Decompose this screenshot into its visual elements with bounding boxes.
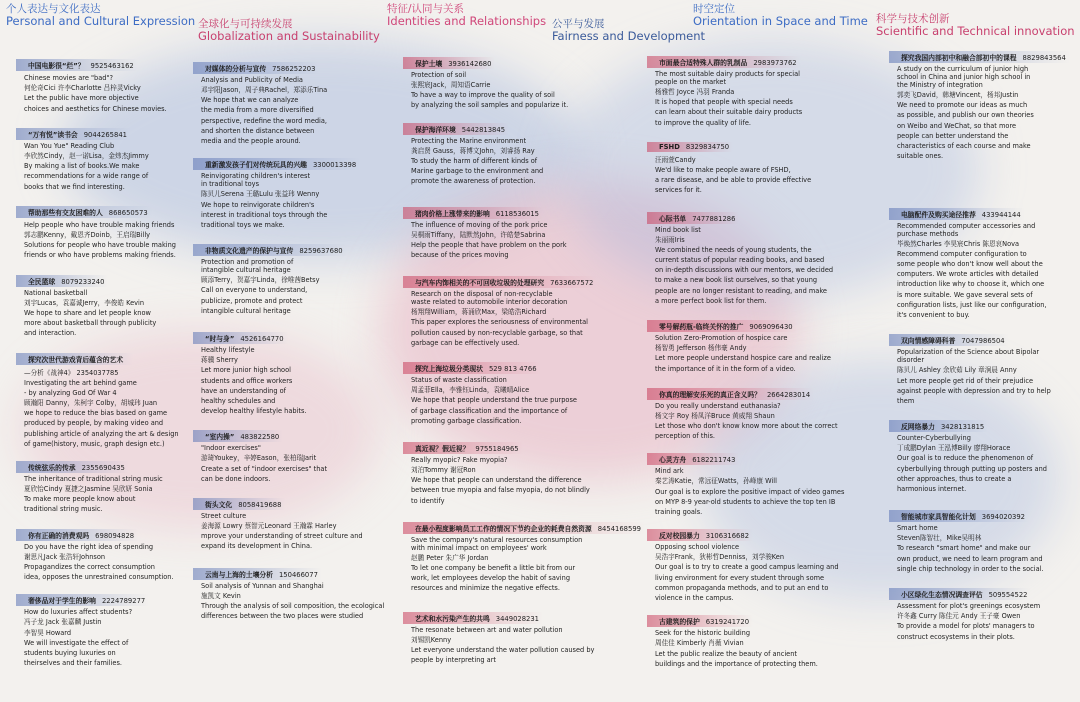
project-code: 8454168599 <box>597 524 641 533</box>
project-card <box>199 56 399 146</box>
project-card <box>653 382 873 442</box>
project-code: 3428131815 <box>940 423 985 432</box>
project-title-bar <box>403 442 523 454</box>
project-title: 在最小程度影响员工工作的情况下节约企业的耗费自然资源 <box>415 524 592 533</box>
project-subtitle: 汪雨萱Candy <box>655 155 696 164</box>
project-card <box>199 326 399 416</box>
project-card <box>22 588 197 668</box>
section-header-zh: 时空定位 <box>693 3 735 15</box>
project-card <box>22 455 197 515</box>
project-card <box>409 270 624 348</box>
project-title-bar <box>889 510 1029 522</box>
project-title: 探究次世代游戏背后蕴含的艺术 <box>28 355 124 364</box>
section-header-fairness <box>552 19 705 42</box>
project-description: 陈贝儿 Ashley 余欣茹 Lily 章涧晨 Anny Let more people get rid of their prejudice against people with depression and try to help them <box>897 366 1051 405</box>
project-column-3 <box>409 45 641 669</box>
project-description: 夏欣怡Cindy 夏捷之Jasmine 吴欣妍 Sonia To make more people know about traditional string music. <box>24 485 153 514</box>
project-title: 帮助那些有交友困难的人 <box>28 208 103 217</box>
project-code: 8058419688 <box>238 501 282 510</box>
project-description: 冯子龙 Jack 张嘉麟 Justin 李智昊 Howard We will investigate the effect of students buying luxuries on theirselves and their families. <box>24 618 129 668</box>
section-header-zh: 科学与技术创新 <box>876 13 950 25</box>
project-subtitle: Seek for the historic building <box>655 629 751 638</box>
project-title: 小区绿化生态情况调查评估 <box>901 591 983 600</box>
project-title: 全民篮球 <box>28 277 56 286</box>
project-card <box>409 606 624 666</box>
project-subtitle: Smart home <box>897 524 938 533</box>
project-title-bar <box>16 275 108 287</box>
project-description: 杨雅哲 Joyce 冯羽 Franda It is hoped that people with special needs can learn about their suitable dairy products to improve the quality of life. <box>655 88 803 127</box>
section-header-globalization <box>198 19 380 42</box>
project-title: 零号解药瓶-临终关怀的推广 <box>659 323 744 332</box>
project-card <box>409 436 624 506</box>
project-subtitle: Soil analysis of Yunnan and Shanghai <box>201 581 324 590</box>
project-title: 传统弦乐的传承 <box>28 464 76 473</box>
project-description: 周佳佳 Kimberly 肖薇 Vivian Let the public realize the beauty of ancient buildings and the importance of protecting them. <box>655 639 818 668</box>
project-title: 对媒体的分析与宣传 <box>205 65 267 73</box>
project-code: 3694020392 <box>981 513 1026 522</box>
section-header-en: Scientific and Technical innovation <box>876 24 1075 39</box>
project-subtitle: Really myopic? Fake myopia? <box>411 455 508 464</box>
project-subtitle: The inheritance of traditional string music <box>24 475 163 484</box>
project-code: 7633667572 <box>550 279 594 288</box>
project-code: 8329834750 <box>685 142 730 151</box>
project-subtitle: Counter-Cyberbullying <box>897 434 971 443</box>
project-title-bar <box>647 388 814 400</box>
section-header-orientation <box>693 4 868 27</box>
section-header-zh: 全球化与可持续发展 <box>198 18 293 30</box>
project-title: 中国电影很“烂”？ <box>28 62 85 70</box>
project-title-bar <box>647 212 739 224</box>
project-card <box>653 314 873 374</box>
project-title: “时与身” <box>205 335 235 344</box>
project-title-bar <box>193 62 319 74</box>
project-description: 刘宇Lucas，袁嘉诚Jerry，李俊皓 Kevin We hope to share and let people know more about basketball through publicity and interaction. <box>24 298 157 338</box>
project-code: 5442813845 <box>461 125 506 134</box>
project-title: 心际书单 <box>659 214 687 223</box>
project-title-bar <box>403 522 645 534</box>
project-subtitle: How do luxuries affect students? <box>24 608 133 617</box>
project-code: 3449028231 <box>495 614 540 623</box>
project-code: 8079233240 <box>61 277 105 286</box>
project-title-bar <box>403 362 541 374</box>
project-title-bar <box>403 276 597 288</box>
project-title-bar <box>193 568 322 580</box>
project-card <box>199 152 399 230</box>
project-description: 姜海源 Lowry 蔡智元Leonard 王瀚霖 Harley mprove your understanding of street culture and expand its development in China. <box>201 522 363 551</box>
project-code: 2224789277 <box>101 597 146 606</box>
project-card <box>653 609 873 669</box>
project-title: FSHD <box>659 142 680 151</box>
project-title-bar <box>16 128 131 140</box>
project-title: 探究上海垃圾分类现状 <box>415 365 483 374</box>
project-description: 施凯文 Kevin Through the analysis of soil composition, the ecological differences between the two places were studied <box>201 591 385 621</box>
section-header-zh: 特征/认同与关系 <box>387 3 465 15</box>
project-title-bar <box>647 529 753 541</box>
project-subtitle: Save the company's natural resources consumption with minimal impact on employees' work <box>411 535 583 552</box>
project-title-bar <box>889 334 1009 346</box>
project-code: 150466077 <box>278 570 318 579</box>
project-card <box>409 51 624 111</box>
project-card <box>22 347 197 450</box>
project-title: 真近视？假近视？ <box>415 444 470 453</box>
project-card <box>199 492 399 552</box>
project-title-bar <box>647 142 733 152</box>
project-description: 朱丽雨Iris We combined the needs of young students, the current status of popular reading books, and based on in-depth discussions with our mentors, we decided to make a new book list ourselves, so that young people are no longer resistant to reading, and make a more perfect book list for them. <box>655 235 834 305</box>
project-title-bar <box>403 612 543 624</box>
project-title-bar <box>889 208 1025 220</box>
project-subtitle: "Indoor exercises" <box>201 444 261 453</box>
project-title: 重新激发孩子们对传统玩具的兴趣 <box>205 161 307 170</box>
project-description: 龚启贤 Gauss，蒋博文John，刘睿扬 Ray To study the harm of different kinds of Marine garbage to the environment and promote the awareness of protection. <box>411 146 544 186</box>
project-description: 游琦Youkey，辛婷Eason，张柏瑞Jarit Create a set of "indoor exercises" that can be done indoors. <box>201 454 328 483</box>
section-header-zh: 个人表达与文化表达 <box>6 3 101 15</box>
project-subtitle: Assessment for plot's greenings ecosystem <box>897 602 1041 611</box>
project-card <box>199 238 399 316</box>
project-subtitle: Do you really understand euthanasia? <box>655 401 781 410</box>
project-title: 你有正确的消费观吗 <box>28 531 90 540</box>
project-card <box>22 523 197 583</box>
project-subtitle: Solution Zero-Promotion of hospice care <box>655 334 788 343</box>
project-title: 艺术和水污染产生的共鸣 <box>415 614 490 623</box>
project-code: 2355690435 <box>81 464 125 473</box>
project-subtitle: Recommended computer accessories and purchase methods <box>897 221 1036 238</box>
project-card <box>653 523 873 603</box>
project-title-bar <box>403 57 495 69</box>
project-code: 9525463162 <box>90 62 134 70</box>
project-description: 周孟菲Ella，李雅钰Linda，袁曦晴Alice We hope that people understand the true purpose of garbage classification and the importance of promoting garbage classification. <box>411 386 577 425</box>
project-subtitle: The most suitable dairy products for special people on the market <box>655 70 801 86</box>
project-description: Help people who have trouble making friends 郭志鹏Kenny，戴恩齐Doinb，王启瑞Billy Solutions for people who have trouble making friends or who have problems making friends. <box>24 220 176 260</box>
project-title: 非物质文化遗产的保护与宣传 <box>205 247 294 256</box>
project-subtitle: Reinvigorating children's interest in traditional toys <box>201 172 311 189</box>
project-card <box>22 53 197 114</box>
project-code: 7586252203 <box>272 65 316 73</box>
project-description: 郭奕飞David，韩塘Vincent，杨邦Justin We need to promote our ideas as much as possible, and publish our own theories on Weibo and WeChat, so that more people can better understand the characteristics of each course and make suitable ones. <box>897 91 1034 161</box>
project-code: 6118536015 <box>495 209 540 218</box>
project-description: 邓宇阳Jason，周子典Rachel，郑添乐Tina We hope that we can analyze the media from a more diversified perspective, redefine the word media, and shorten the distance between media and the people around. <box>201 86 328 146</box>
project-title-bar <box>647 615 753 627</box>
project-description: 谢思凡Jack 张浩轩Johnson Propagandizes the correct consumption idea, opposes the unrestrained consumption. <box>24 552 174 582</box>
project-description: 陈贝儿Serena 王璐Lulu 张益玮 Wenny We hope to reinvigorate children's interest in traditional toys through the traditional toys we make. <box>201 190 328 229</box>
project-card <box>895 45 1075 162</box>
project-title: 反对校园暴力 <box>659 532 700 541</box>
project-title-bar <box>16 594 149 606</box>
project-card <box>409 516 641 594</box>
project-subtitle: —分析《战神4》 2354037785 <box>24 368 119 377</box>
project-code: 698094828 <box>95 531 135 540</box>
project-subtitle: Research on the disposal of non-recyclable waste related to automobile interior decoration <box>411 290 568 307</box>
project-card <box>653 447 873 517</box>
project-description: 杨文宇 Roy 杨凤洋Bruce 黄威翔 Shaun Let those who don't know know more about the correct perception of this. <box>655 411 838 441</box>
project-code: 8259637680 <box>299 247 343 256</box>
project-column-4 <box>653 44 873 673</box>
project-subtitle: Protecting the Marine environment <box>411 136 527 145</box>
project-subtitle: Street culture <box>201 512 247 521</box>
project-description: 张熙宸Jack，周知语Carrie To have a way to improve the quality of soil by analyzing the soil samples and popularize it. <box>411 81 569 110</box>
project-subtitle: Popularization of the Science about Bipolar disorder <box>897 348 1040 365</box>
project-code: 4526164770 <box>240 335 284 344</box>
section-header-en: Identities and Relationships <box>387 14 547 29</box>
project-subtitle: A study on the curriculum of junior high school in China and junior high school in the Ministry of integration <box>897 65 1031 89</box>
project-title: 你真的理解安乐死的真正含义吗？ <box>659 390 761 399</box>
project-code: 3936142680 <box>448 60 492 68</box>
project-code: 7047986504 <box>961 337 1005 346</box>
section-header-scientific <box>876 14 1075 37</box>
project-subtitle: Healthy lifestyle <box>201 346 255 355</box>
project-code: 868650573 <box>108 208 148 217</box>
project-title: 云南与上海的土壤分析 <box>205 570 273 579</box>
project-description: 刘泊Tommy 谢冠Ron We hope that people can understand the difference between true myopia and false myopia, do not blindly to identify <box>411 465 590 505</box>
project-card <box>895 414 1075 494</box>
project-description: Chinese movies are "bad"? 何伦奇Cici 许李Charlotte 吕梓灵Vicky Let the public have more objective choices and aesthetics for Chinese movies. <box>24 74 167 113</box>
project-title-bar <box>16 529 138 541</box>
project-title-bar <box>16 206 152 218</box>
project-card <box>895 582 1075 642</box>
project-title-bar <box>889 420 988 432</box>
project-title: “万有悦”读书会 <box>28 130 78 139</box>
project-card <box>653 50 873 128</box>
project-card <box>409 117 624 187</box>
project-title-bar <box>647 320 797 332</box>
project-subtitle: Mind book list <box>655 225 701 234</box>
project-title-bar <box>193 244 347 256</box>
project-description: 吴桐雨Tiffany，陆默然John，许皓楚Sabrina Help the people that have problem on the pork because of the prices moving <box>411 230 567 259</box>
project-title: 街头文化 <box>205 501 233 510</box>
project-code: 9755184965 <box>475 444 519 453</box>
project-subtitle: Wan You Yue" Reading Club <box>24 141 115 150</box>
project-title-bar <box>193 158 360 170</box>
project-title: 心灵方舟 <box>659 456 687 465</box>
project-card <box>199 562 399 622</box>
project-title: 猪肉价格上涨带来的影响 <box>415 209 490 218</box>
project-title: 市面最合适特殊人群的乳制品 <box>659 59 748 67</box>
section-header-identities <box>387 4 546 27</box>
section-header-en: Personal and Cultural Expression <box>6 14 196 29</box>
project-subtitle: Protection and promotion of intangible cultural heritage <box>201 258 294 275</box>
project-subtitle: Do you have the right idea of spending <box>24 542 154 551</box>
project-code: 3106316682 <box>705 532 750 541</box>
project-title: 奢侈品对于学生的影响 <box>28 597 96 606</box>
section-header-en: Fairness and Development <box>552 29 706 44</box>
project-title: 保护土壤 <box>415 60 443 68</box>
project-title-bar <box>647 56 801 68</box>
project-code: 8829843564 <box>1022 54 1066 62</box>
project-description: 毕焕然Charles 李昊宸Chris 陈恩哀Nova Recommend computer configuration to some people who don't know well about the computers. We wrote articles with detailed introduction like why to choose it, which one is more suitable. We gave several sets of configuration lists, just like our configuration, it's convenient to buy. <box>897 239 1047 320</box>
project-code: 9044265841 <box>83 130 127 139</box>
section-header-personal <box>6 4 195 27</box>
project-code: 6319241720 <box>705 618 750 627</box>
project-title: “室内操” <box>205 433 235 442</box>
project-code: 6182211743 <box>692 456 736 465</box>
project-description: We'd like to make people aware of FSHD, a rare disease, and be able to provide effective services for it. <box>655 165 812 195</box>
project-title: 与汽车内饰相关的不可回收垃圾的处理研究 <box>415 279 545 288</box>
project-card <box>409 356 624 426</box>
section-header-zh: 公平与发展 <box>552 18 605 30</box>
project-description: 许冬鑫 Curry 陈佳元 Andy 王子豪 Owen To provide a model for plots' managers to construct ecosystems in their plots. <box>897 612 1035 641</box>
project-subtitle: The influence of moving of the pork price <box>411 220 548 229</box>
project-title-bar <box>647 453 739 465</box>
project-code: 7477881286 <box>692 214 736 223</box>
project-title-bar <box>193 332 288 344</box>
project-title-bar <box>889 588 1031 600</box>
project-subtitle: Opposing school violence <box>655 543 740 552</box>
project-card <box>895 504 1075 574</box>
project-description: Investigating the art behind game - by analyzing God Of War 4 顾瀚阳 Danny，朱柯宇 Colby，胡城玮 Juan we hope to reduce the bias based on game produced by people, by making video and publishing article of analyzing the art & design of game(history, music, graph design etc.) <box>24 378 179 448</box>
project-subtitle: Analysis and Publicity of Media <box>201 76 303 84</box>
project-title-bar <box>16 353 133 365</box>
project-description: 刘锡凯Kenny Let everyone understand the water pollution caused by people by interpreting art <box>411 635 595 665</box>
section-header-en: Globalization and Sustainability <box>198 29 380 44</box>
project-card <box>653 206 873 307</box>
project-column-5 <box>895 39 1075 646</box>
project-code: 2983973762 <box>753 59 797 67</box>
project-subtitle: National basketball <box>24 288 88 297</box>
project-subtitle: The resonate between art and water pollution <box>411 625 563 634</box>
project-title: 反网络暴力 <box>901 423 935 432</box>
project-title-bar <box>193 498 285 510</box>
project-title-bar <box>16 59 138 71</box>
project-code: 529 813 4766 <box>488 365 537 374</box>
project-title: 古建筑的保护 <box>659 618 700 627</box>
project-code: 483822580 <box>240 433 280 442</box>
project-card <box>22 200 197 261</box>
project-description: 吴浩宇Frank，狄彬哲Denniss，刘学骏Ken Our goal is to try to create a good campus learning and living environment for every student through some common propaganda methods, and to put an end to violence in the campus. <box>655 553 839 603</box>
project-title-bar <box>889 51 1070 63</box>
project-card <box>653 134 873 196</box>
project-code: 9069096430 <box>749 323 793 332</box>
project-column-2 <box>199 50 399 625</box>
project-code: 509554522 <box>988 591 1028 600</box>
project-title-bar <box>403 123 509 135</box>
project-description: 蒋骥 Sherry Let more junior high school students and office workers have an understanding of healthy schedules and develop healthy lifestyle habits. <box>201 356 307 416</box>
project-card <box>22 269 197 339</box>
project-description: 丁成鹏Dylan 王泓博Billy 廖翔Horace Our goal is to reduce the phenomenon of cyberbullying through putting up posters and other approaches, thus to create a harmonious internet. <box>897 444 1047 494</box>
project-card <box>199 424 399 484</box>
project-title-bar <box>193 430 283 442</box>
project-code: 3300013398 <box>312 161 357 170</box>
project-title: 保护海洋环境 <box>415 125 456 134</box>
project-card <box>409 201 624 261</box>
project-description: 赵鹏 Peter 朱广华 Jordan To let one company be benefit a little bit from our work, let employees develop the habit of saving resources and minimize the negative effects. <box>411 553 576 593</box>
project-description: 李欣然Cindy，赵一诺Lisa，金炜杰Jimmy By making a list of books.We make recommendations for a wide range of books that we find interesting. <box>24 151 149 191</box>
project-card <box>895 202 1075 321</box>
project-code: 433944144 <box>981 210 1021 219</box>
project-card <box>895 328 1075 406</box>
project-card <box>22 122 197 192</box>
project-title: 双向情感障碍科普 <box>901 337 956 346</box>
project-code: 2664283014 <box>766 390 811 399</box>
project-description: 杨智勇 Jefferson 杨伟豪 Andy Let more people understand hospice care and realize the importance of it in the form of a video. <box>655 344 831 373</box>
project-subtitle: Status of waste classification <box>411 376 507 385</box>
project-title: 电脑配件及购买途径推荐 <box>901 210 976 219</box>
project-description: Steven陈智壮，Mike吴明林 To research "smart home" and make our own product, we need to learn program and single chip technology in order to the social. <box>897 534 1044 573</box>
project-description: 秦艺涛Katie，常远征Watts，孙峰康 Will Our goal is to explore the positive impact of video games on MYP 8-9 year-old students to achieve the top ten IB training goals. <box>655 477 845 517</box>
project-title: 智能城市家具智能化计划 <box>901 513 976 522</box>
project-description: 顾添Terry，贺嘉宇Linda，徐唯茜Betsy Call on everyone to understand, publicize, promote and protect intangible cultural heritage <box>201 276 320 315</box>
project-title: 探究我国内部初中和融合部初中的课程 <box>901 54 1017 62</box>
project-description: 杨翔翔William，蒋涌欣Max，梁皓浩Richard This paper explores the seriousness of environmental pollution caused by non-recyclable garbage, so that garbage can be effectively used. <box>411 308 589 347</box>
project-subtitle: Mind ark <box>655 467 684 476</box>
project-subtitle: Protection of soil <box>411 71 467 79</box>
section-header-en: Orientation in Space and Time <box>693 14 868 29</box>
project-title-bar <box>403 207 543 219</box>
project-title-bar <box>16 461 129 473</box>
project-column-1 <box>22 47 197 672</box>
